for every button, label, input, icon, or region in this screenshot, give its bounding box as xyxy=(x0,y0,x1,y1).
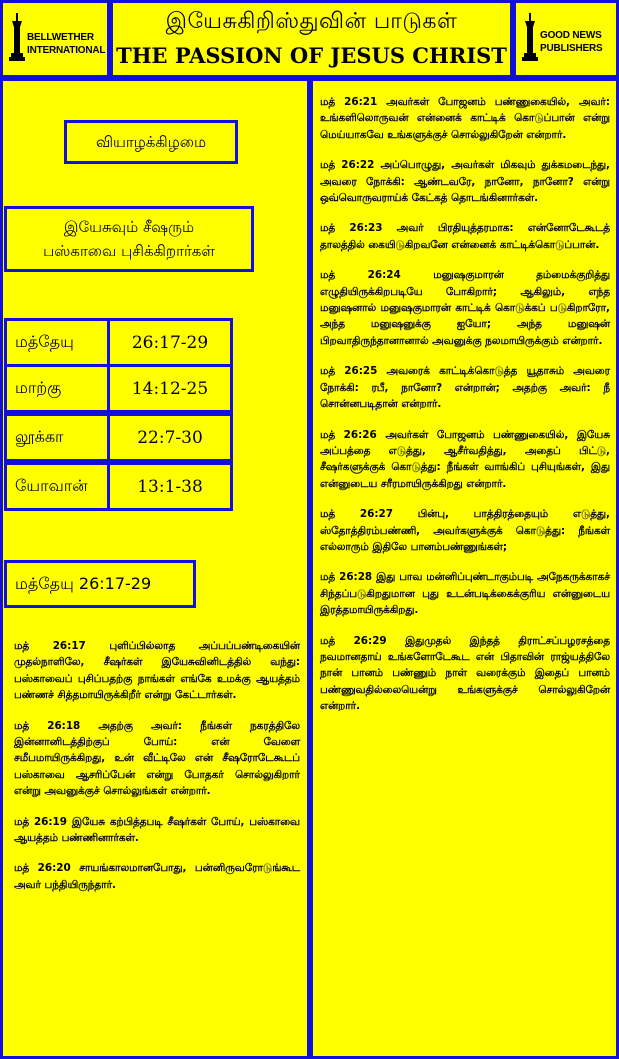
event-title-line2: பஸ்காவை புசிக்கிறார்கள் xyxy=(43,242,215,260)
bellwether-logo-line1: BELLWETHER xyxy=(27,32,94,43)
reference-verse: 13:1-38 xyxy=(107,462,233,511)
right-verses xyxy=(320,94,610,729)
bellwether-logo-box xyxy=(0,0,110,78)
title-english: THE PASSION OF JESUS CHRIST xyxy=(116,43,507,68)
left-verses xyxy=(14,638,300,907)
verse-paragraph: மத் 26:25 அவரைக் காட்டிக்கொடுத்த யூதாசும் அவரை நோக்கி: ரபீ, நானோ? என்றான்; அதற்கு அவர்: நீ சொன்னபடிதான் என்றார். xyxy=(320,365,610,411)
reference-verse: 22:7-30 xyxy=(107,413,233,462)
event-title-line1: இயேசுவும் சீஷரும் xyxy=(63,218,195,236)
good-news-logo-box xyxy=(513,0,619,78)
reference-row xyxy=(4,465,236,514)
passage-heading: மத்தேயு 26:17-29 xyxy=(4,560,196,608)
reference-book: மத்தேயு xyxy=(4,318,110,367)
verse-paragraph: மத் 26:23 அவர் பிரதியுத்தரமாக: என்னோடேகூடத் தாலத்தில் கையிடுகிறவனே என்னைக் காட்டிக்கொடுப்பான். xyxy=(320,222,610,251)
reference-verse: 26:17-29 xyxy=(107,318,233,367)
event-title-box xyxy=(4,206,254,272)
reference-row xyxy=(4,318,236,367)
good-news-logo-line1: GOOD NEWS xyxy=(540,30,602,41)
reference-book: மாற்கு xyxy=(4,364,110,413)
references-table xyxy=(4,318,236,514)
day-label: வியாழக்கிழமை xyxy=(64,120,238,164)
good-news-logo-icon xyxy=(522,13,538,63)
verse-paragraph: மத் 26:26 அவர்கள் போஜனம் பண்ணுகையில், இயேசு அப்பத்தை எடுத்து, ஆசீர்வதித்து, அதைப் பிட்டு, சீஷர்களுக்குக் கொடுத்து: நீங்கள் வாங்கிப் புசியுங்கள், இது என்னுடைய சரீரமாயிருக்கிறது என்றார். xyxy=(320,428,610,490)
good-news-logo-line2: PUBLISHERS xyxy=(540,43,603,54)
reference-row xyxy=(4,367,236,416)
verse-paragraph: மத் 26:29 இதுமுதல் இந்தத் திராட்சப்பழரசத்தை நவமானதாய் உங்களோடேகூட என் பிதாவின் ராஜ்யத்திலே நான் பானம் பண்ணும் நாள் வரைக்கும் இதைப் பானம் பண்ணுவதில்லையென்று உங்களுக்குச் சொல்லுகிறேன் என்றார். xyxy=(320,634,610,713)
verse-paragraph: மத் 26:27 பின்பு, பாத்திரத்தையும் எடுத்து, ஸ்தோத்திரம்பண்ணி, அவர்களுக்குக் கொடுத்து: நீங்கள் எல்லாரும் இதிலே பானம்பண்ணுங்கள்; xyxy=(320,508,610,553)
reference-row xyxy=(4,416,236,465)
verse-paragraph: மத் 26:20 சாயங்காலமானபோது, பன்னிருவரோடுங்கூட அவர் பந்தியிருந்தார். xyxy=(14,862,300,891)
bellwether-logo-icon xyxy=(9,13,25,63)
verse-paragraph: மத் 26:17 புளிப்பில்லாத அப்பப்பண்டிகையின் முதல்நாளிலே, சீஷர்கள் இயேசுவினிடத்தில் வந்து: பஸ்காவைப் புசிப்பதற்கு நாங்கள் எங்கே உமக்கு ஆயத்தம் பண்ணச் சித்தமாயிருக்கிறீர் என்று கேட்டார்கள். xyxy=(14,640,300,702)
header-title-box xyxy=(110,0,513,78)
title-tamil: இயேசுகிறிஸ்துவின் பாடுகள் xyxy=(165,9,458,34)
verse-paragraph: மத் 26:21 அவர்கள் போஜனம் பண்ணுகையில், அவர்: உங்களிலொருவன் என்னைக் காட்டிக் கொடுப்பான் என்று மெய்யாகவே உங்களுக்குச் சொல்லுகிறேன் என்றார். xyxy=(320,96,610,141)
verse-paragraph: மத் 26:22 அப்பொழுது, அவர்கள் மிகவும் துக்கமடைந்து, அவரை நோக்கி: ஆண்டவரே, நானோ, நானோ? என்று ஒவ்வொருவராய்க் கேட்கத் தொடங்கினார்கள். xyxy=(320,159,610,205)
reference-book: லூக்கா xyxy=(4,413,110,462)
verse-paragraph: மத் 26:18 அதற்கு அவர்: நீங்கள் நகரத்திலே இன்னானிடத்திற்குப் போய்: என் வேளை சமீபமாயிருக்கிறது, உன் வீட்டிலே என் சீஷரோடேகூடப் பஸ்காவை ஆசரிப்பேன் என்று போதகர் சொல்லுகிறார் என்று அவனுக்குச் சொல்லுங்கள் என்றார். xyxy=(14,719,300,798)
verse-paragraph: மத் 26:28 இது பாவ மன்னிப்புண்டாகும்படி அநேகருக்காகச் சிந்தப்படுகிறதுமான புது உடன்படிக்கைக்குரிய என்னுடைய இரத்தமாயிருக்கிறது. xyxy=(320,571,610,617)
reference-book: யோவான் xyxy=(4,462,110,511)
reference-verse: 14:12-25 xyxy=(107,364,233,413)
verse-paragraph: மத் 26:24 மனுஷகுமாரன் தம்மைக்குறித்து எழுதியிருக்கிறபடியே போகிறார்; ஆகிலும், எந்த மனுஷனால் மனுஷகுமாரன் காட்டிக் கொடுக்கப் படுகிறாரோ, அந்த மனுஷனுக்கு ஐயோ; அந்த மனுஷன் பிறவாதிருந்தானானால் அவனுக்கு நலமாயிருக்கும் என்றார். xyxy=(320,269,610,347)
verse-paragraph: மத் 26:19 இயேசு கற்பித்தபடி சீஷர்கள் போய், பஸ்காவை ஆயத்தம் பண்ணினார்கள். xyxy=(14,815,300,845)
bellwether-logo-line2: INTERNATIONAL xyxy=(27,45,106,56)
